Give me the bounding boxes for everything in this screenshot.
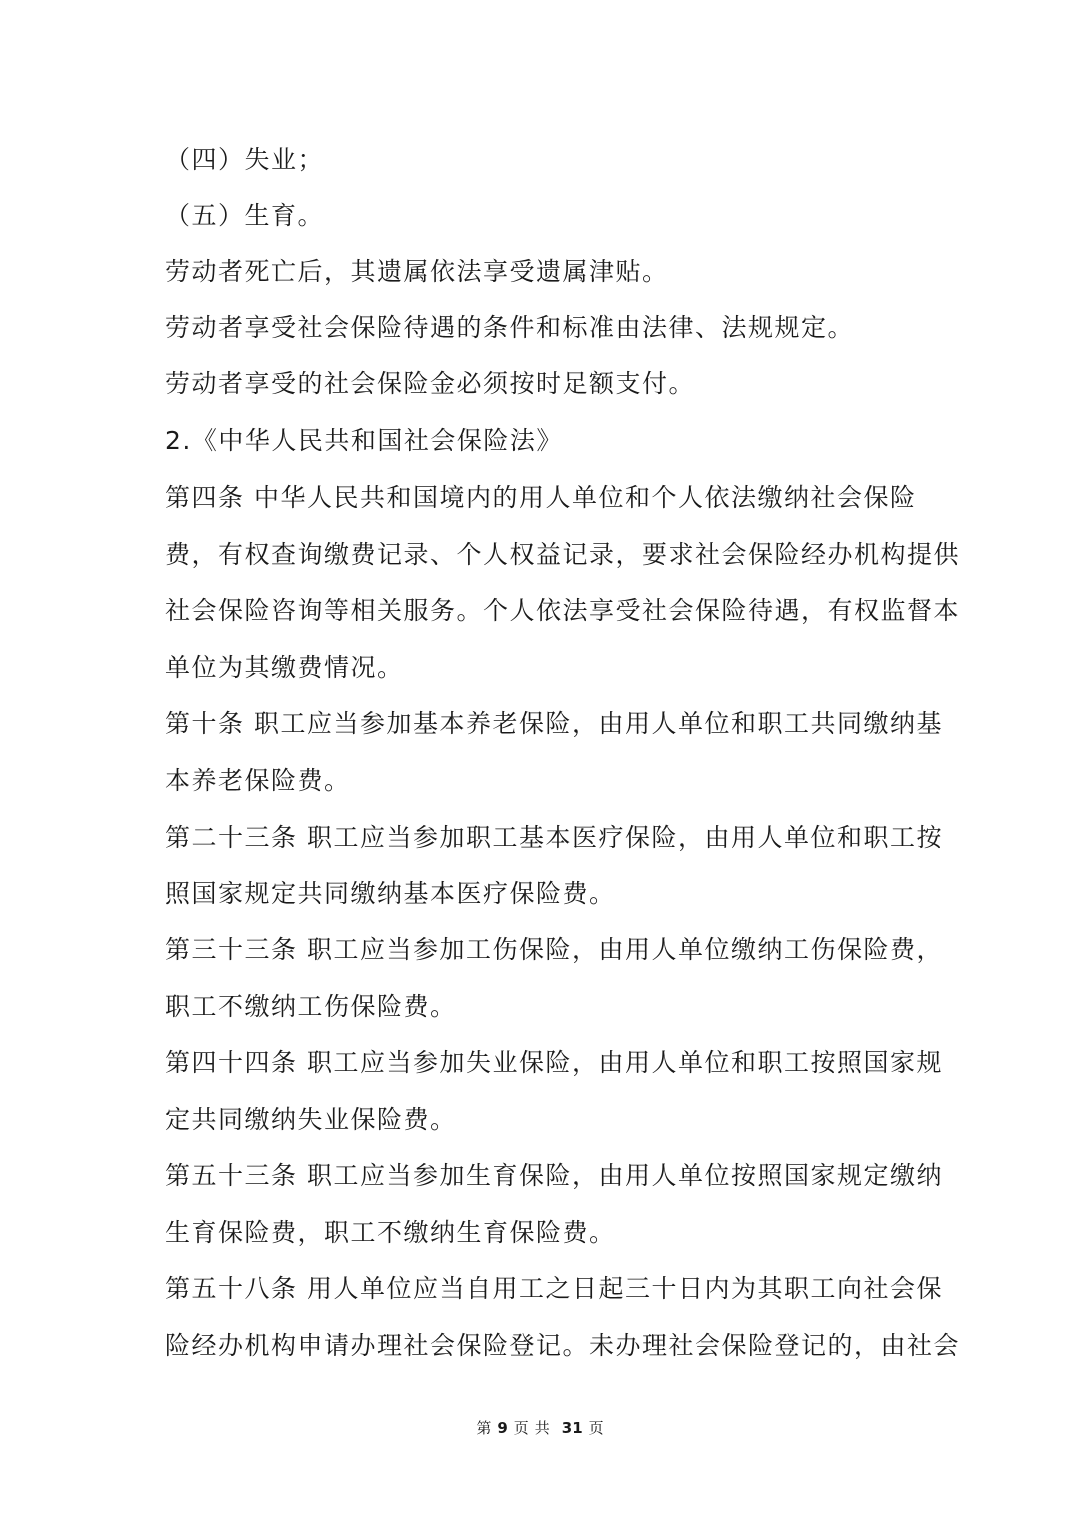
- text-line: 费，有权查询缴费记录、个人权益记录，要求社会保险经办机构提供: [165, 540, 961, 569]
- text-line: 第十条 职工应当参加基本养老保险，由用人单位和职工共同缴纳基: [165, 709, 943, 738]
- page-total: 31: [561, 1419, 583, 1437]
- text-line: 劳动者享受的社会保险金必须按时足额支付。: [165, 369, 696, 398]
- text-line: 第三十三条 职工应当参加工伤保险，由用人单位缴纳工伤保险费，: [165, 935, 943, 964]
- text-line: 第四条 中华人民共和国境内的用人单位和个人依法缴纳社会保险: [165, 483, 917, 512]
- text-line: 本养老保险费。: [165, 766, 351, 795]
- text-line: 照国家规定共同缴纳基本医疗保险费。: [165, 879, 616, 908]
- footer-prefix: 第: [476, 1419, 492, 1437]
- text-line: 职工不缴纳工伤保险费。: [165, 992, 457, 1021]
- text-line: （五）生育。: [165, 201, 325, 230]
- text-line: 社会保险咨询等相关服务。个人依法享受社会保险待遇，有权监督本: [165, 596, 961, 625]
- text-line: 第五十八条 用人单位应当自用工之日起三十日内为其职工向社会保: [165, 1274, 943, 1303]
- footer-total-prefix: 共: [534, 1419, 550, 1437]
- section-heading: 2.《中华人民共和国社会保险法》: [165, 426, 563, 455]
- page-footer: [0, 1418, 1080, 1438]
- text-line: （四）失业；: [165, 145, 325, 174]
- page-number: 9: [497, 1419, 508, 1437]
- footer-page-unit: 页: [513, 1419, 529, 1437]
- text-line: 单位为其缴费情况。: [165, 653, 404, 682]
- text-line: 第五十三条 职工应当参加生育保险，由用人单位按照国家规定缴纳: [165, 1161, 943, 1190]
- footer-suffix: 页: [588, 1419, 604, 1437]
- text-line: 第四十四条 职工应当参加失业保险，由用人单位和职工按照国家规: [165, 1048, 943, 1077]
- text-line: 生育保险费，职工不缴纳生育保险费。: [165, 1218, 616, 1247]
- text-line: 劳动者死亡后，其遗属依法享受遗属津贴。: [165, 257, 669, 286]
- text-line: 劳动者享受社会保险待遇的条件和标准由法律、法规规定。: [165, 313, 855, 342]
- text-line: 定共同缴纳失业保险费。: [165, 1105, 457, 1134]
- text-line: 第二十三条 职工应当参加职工基本医疗保险，由用人单位和职工按: [165, 823, 943, 852]
- text-line: 险经办机构申请办理社会保险登记。未办理社会保险登记的，由社会: [165, 1331, 961, 1360]
